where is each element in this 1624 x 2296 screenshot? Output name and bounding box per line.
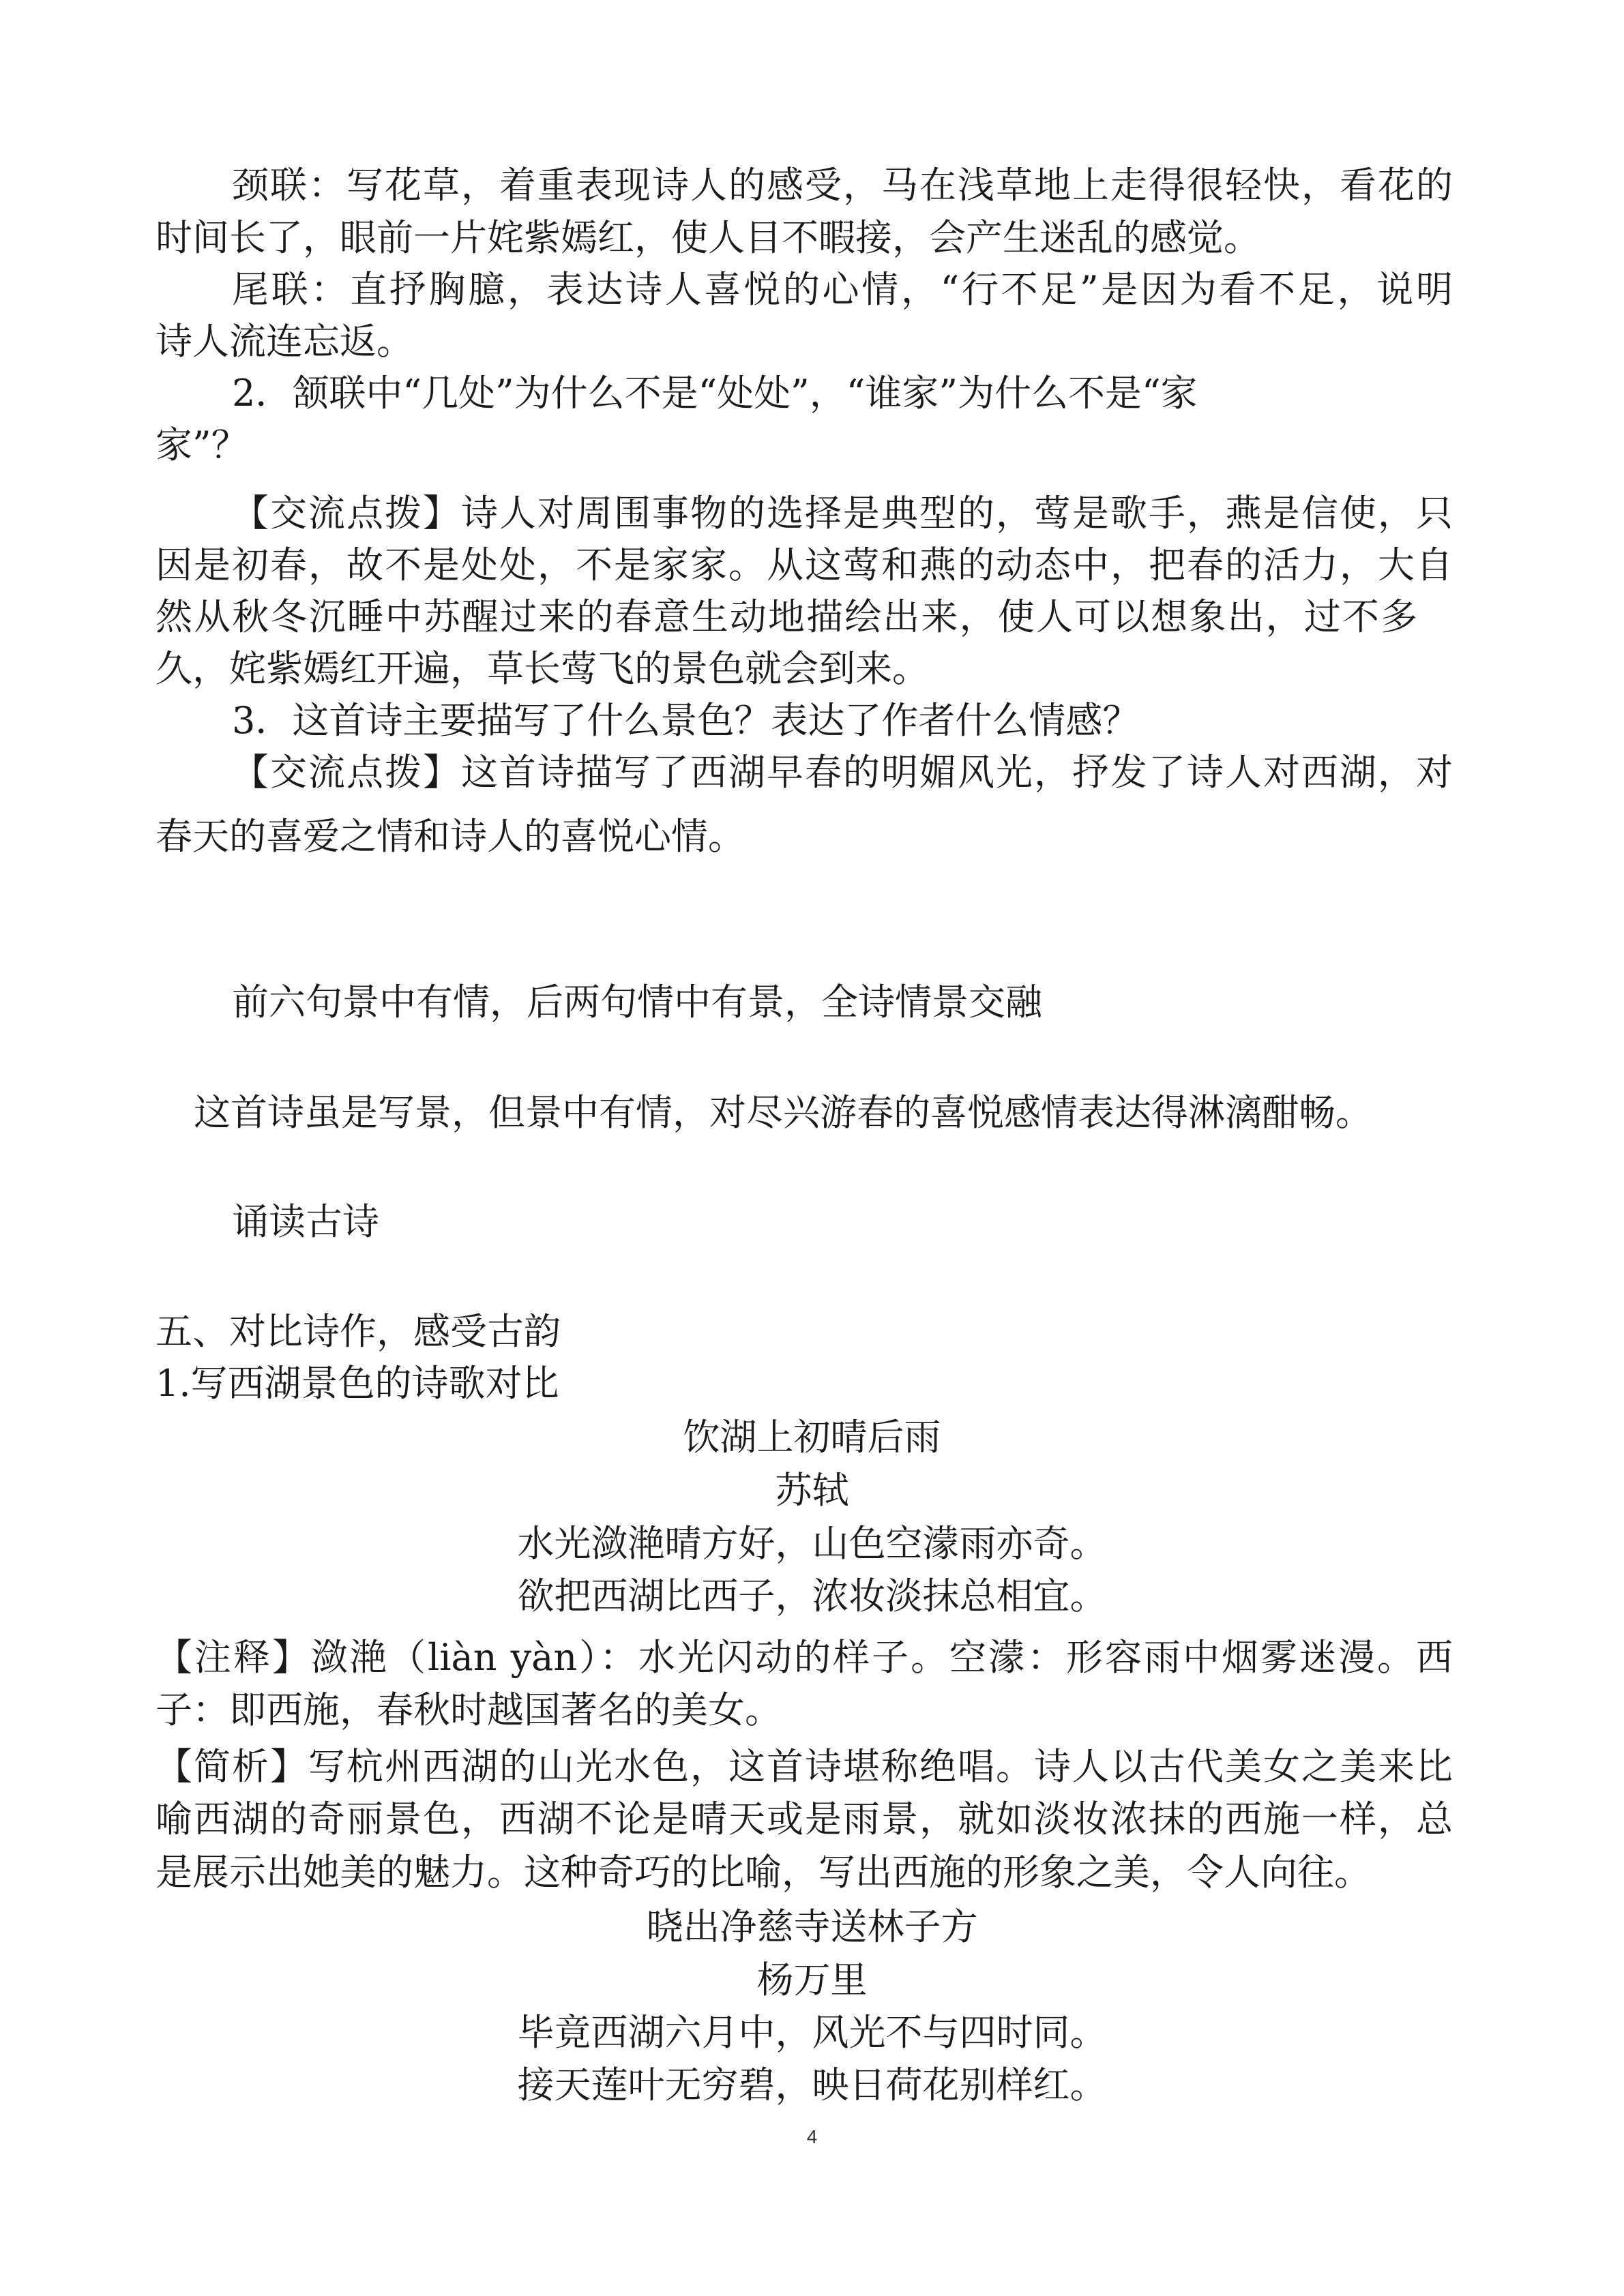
- poem-title: 晓出净慈寺送林子方: [646, 1905, 978, 1948]
- paragraph-line: 春天的喜爱之情和诗人的喜悦心情。: [156, 815, 745, 858]
- question-line: 3．这首诗主要描写了什么景色？表达了作者什么情感？: [232, 699, 1140, 742]
- subsection-heading: 1.写西湖景色的诗歌对比: [156, 1362, 559, 1405]
- paragraph-line: 这首诗虽是写景，但景中有情，对尽兴游春的喜悦感情表达得淋漓酣畅。: [194, 1091, 1372, 1134]
- annotation-line: 子：即西施，春秋时越国著名的美女。: [156, 1688, 782, 1731]
- page-number: 4: [806, 2126, 818, 2147]
- paragraph-line: 诵读古诗: [232, 1200, 379, 1243]
- question-line: 2．颔联中“几处”为什么不是“处处”，“谁家”为什么不是“家: [232, 372, 1198, 415]
- poem-line: 接天莲叶无穷碧，映日荷花别样红。: [517, 2063, 1107, 2106]
- poem-author: 杨万里: [756, 1958, 868, 2001]
- poem-title: 饮湖上初晴后雨: [683, 1416, 941, 1459]
- poem-line: 毕竟西湖六月中，风光不与四时同。: [517, 2011, 1107, 2054]
- paragraph-line: 颈联：写花草，着重表现诗人的感受，马在浅草地上走得很轻快，看花的: [232, 164, 1453, 207]
- paragraph-line: 尾联：直抒胸臆，表达诗人喜悦的心情，“行不足”是因为看不足，说明: [232, 268, 1453, 311]
- paragraph-line: 久，姹紫嫣红开遍，草长莺飞的景色就会到来。: [156, 647, 929, 690]
- section-heading: 五、对比诗作，感受古韵: [156, 1310, 561, 1353]
- paragraph-line: 然从秋冬沉睡中苏醒过来的春意生动地描绘出来，使人可以想象出，过不多: [156, 595, 1417, 638]
- paragraph-line: 时间长了，眼前一片姹紫嫣红，使人目不暇接，会产生迷乱的感觉。: [156, 216, 1260, 259]
- paragraph-line: 【交流点拨】诗人对周围事物的选择是典型的，莺是歌手，燕是信使，只: [232, 492, 1453, 535]
- paragraph-line: 【交流点拨】这首诗描写了西湖早春的明媚风光，抒发了诗人对西湖，对: [232, 751, 1453, 794]
- paragraph-line: 因是初春，故不是处处，不是家家。从这莺和燕的动态中，把春的活力，大自: [156, 543, 1453, 586]
- analysis-line: 【简析】写杭州西湖的山光水色，这首诗堪称绝唱。诗人以古代美女之美来比: [156, 1745, 1453, 1788]
- question-line: 家”？: [156, 423, 248, 466]
- paragraph-line: 前六句景中有情，后两句情中有景，全诗情景交融: [232, 981, 1042, 1024]
- poem-line: 欲把西湖比西子，浓妆淡抹总相宜。: [517, 1575, 1107, 1617]
- annotation-line: 【注释】潋滟（liàn yàn）：水光闪动的样子。空濛：形容雨中烟雾迷漫。西: [156, 1636, 1453, 1679]
- analysis-line: 喻西湖的奇丽景色，西湖不论是晴天或是雨景，就如淡妆浓抹的西施一样，总: [156, 1798, 1453, 1840]
- poem-author: 苏轼: [775, 1469, 849, 1512]
- poem-line: 水光潋滟晴方好，山色空濛雨亦奇。: [517, 1522, 1107, 1565]
- paragraph-line: 诗人流连忘返。: [156, 320, 413, 363]
- analysis-line: 是展示出她美的魅力。这种奇巧的比喻，写出西施的形象之美，令人向往。: [156, 1851, 1371, 1894]
